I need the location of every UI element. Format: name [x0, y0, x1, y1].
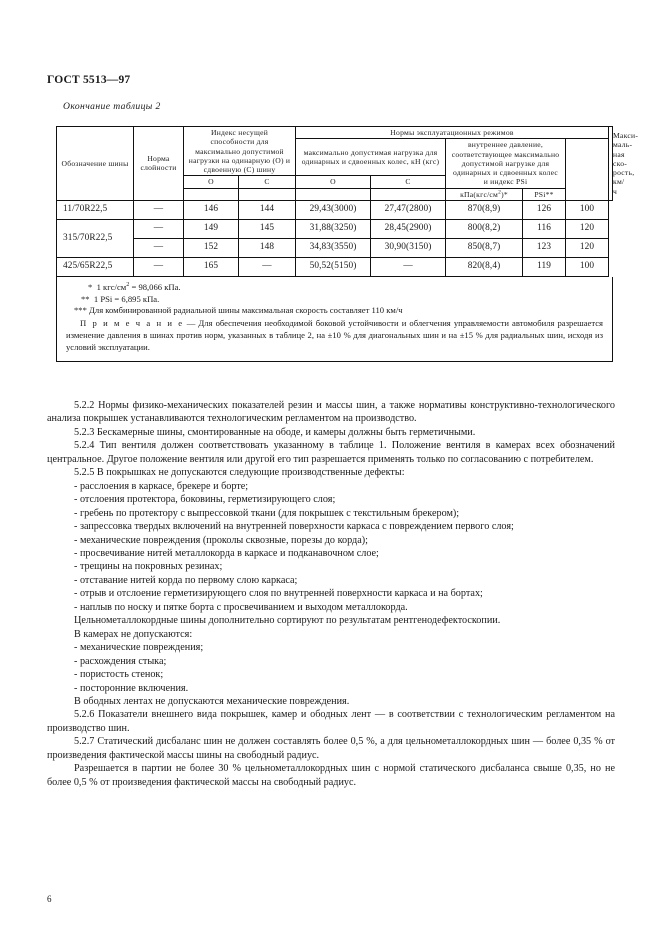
- item-prosvechivanie: - просвечивание нитей металлокорда в каркасе и подканавочном слое;: [74, 547, 379, 559]
- footnote-2: ** 1 PSi = 6,895 кПа.: [81, 293, 160, 304]
- cell-load-o: 34,83(3550): [296, 238, 371, 257]
- cell-pressure-kpa: 800(8,2): [446, 219, 523, 238]
- p-v-kamerah: В камерах не допускаются:: [74, 628, 193, 640]
- col-header-pressure-psi: PSi**: [523, 188, 566, 200]
- col-header-load-o: О: [296, 176, 371, 188]
- item-greben: - гребень по протектору с выпрессовкой ткани (для покрышек с текстильным брекером);: [74, 507, 460, 519]
- col-header-load-o-spacer: [296, 188, 371, 200]
- col-header-pressure-group: внутреннее давление, соответствующее максимально допустимой нагрузке для одинарных и сдвоенных колес и индекс PSi: [446, 139, 566, 188]
- cell-index-o: 152: [184, 238, 239, 257]
- p-5-2-7: 5.2.7 Статический дисбаланс шин не должен составлять более 0,5 %, а для цельнометаллокордных шин — более 0,35 % от произведения фактической массы шины на свободный радиус.: [47, 736, 615, 761]
- p-5-2-3: 5.2.3 Бескамерные шины, смонтированные на ободе, и камеры должны быть герметичными.: [74, 426, 476, 438]
- p-5-2-4: 5.2.4 Тип вентиля должен соответствовать указанному в таблице 1. Положение вентиля в камерах всех обозначений центральное. Другое положение вентиля или другой его тип разрешается применять только по согласованию с потребителем.: [47, 440, 615, 465]
- item-kam-poristost: - пористость стенок;: [74, 669, 164, 681]
- item-rassloeniya: - расслоения в каркасе, брекере и борте;: [74, 480, 249, 492]
- table-body: [57, 200, 613, 276]
- col-header-max-speed: Максимальная скорость, км/ч: [609, 127, 613, 201]
- standard-title: ГОСТ 5513—97: [47, 74, 131, 86]
- col-header-max-load-group: максимально допустимая нагрузка для одинарных и сдвоенных колес, кН (кгс): [296, 139, 446, 176]
- col-header-index-o: О: [184, 176, 239, 188]
- cell-index-c: 148: [239, 238, 296, 257]
- p-razreshaetsya: Разрешается в партии не более 30 % цельнометаллокордных шин с нормой статического дисбаланса свыше 0,35, но не более 0,5 % от произведения фактической массы на свободный радиус.: [47, 763, 615, 788]
- cell-max-speed: 120: [566, 219, 609, 238]
- header-row-1: [57, 127, 613, 139]
- cell-load-o: 50,52(5150): [296, 257, 371, 276]
- cell-ply-rating: —: [134, 219, 184, 238]
- cell-load-o: 31,88(3250): [296, 219, 371, 238]
- footnote-1-superscript: 2: [126, 280, 130, 288]
- table-row: [57, 219, 613, 238]
- cell-index-c: 145: [239, 219, 296, 238]
- col-header-operating-norms-group: Нормы эксплуатационных режимов: [296, 127, 609, 139]
- item-otsloeniya: - отслоения протектора, боковины, герметизирующего слоя;: [74, 494, 336, 506]
- page-number: 6: [47, 894, 52, 904]
- cell-max-speed: 100: [566, 200, 609, 219]
- cell-load-c: 30,90(3150): [371, 238, 446, 257]
- cell-max-speed: 100: [566, 257, 609, 276]
- footnote-3: *** Для комбинированной радиальной шины максимальная скорость составляет 110 км/ч: [74, 305, 403, 316]
- spec-table-wrapper: [56, 126, 638, 362]
- table-row: [57, 238, 613, 257]
- cell-designation: 315/70R22,5: [57, 219, 134, 257]
- table-row: [57, 257, 613, 276]
- col-header-index-c: С: [239, 176, 296, 188]
- cell-pressure-kpa: 850(8,7): [446, 238, 523, 257]
- footnote-1: * 1 кгс/$см^2 = 98,066$ кПа.: [88, 280, 181, 292]
- item-kam-mehanicheskie: - механические повреждения;: [74, 642, 204, 654]
- cell-pressure-kpa: 820(8,4): [446, 257, 523, 276]
- cell-pressure-psi: 119: [523, 257, 566, 276]
- p-celnometall: Цельнометаллокордные шины дополнительно сортируют по результатам рентгенодефектоскопии.: [74, 615, 501, 627]
- cell-ply-rating: —: [134, 238, 184, 257]
- table-row: [57, 200, 613, 219]
- p-5-2-2: 5.2.2 Нормы физико-механических показателей резин и массы шин, а также нормативы конструктивно-технологического анализа покрышек устанавливаются технологическим регламентом на производство.: [47, 400, 615, 425]
- item-otstavanie: - отставание нитей корда по первому слою каркаса;: [74, 574, 298, 586]
- cell-load-c: —: [371, 257, 446, 276]
- item-naplyv: - наплыв по носку и пятке борта с просвечиванием и выходом металлокорда.: [74, 601, 408, 613]
- cell-index-o: 146: [184, 200, 239, 219]
- cell-load-c: 27,47(2800): [371, 200, 446, 219]
- col-header-index-o-spacer: [184, 188, 239, 200]
- cell-pressure-psi: 126: [523, 200, 566, 219]
- p-obodnye-lenty: В ободных лентах не допускаются механические повреждения.: [74, 695, 350, 707]
- item-otryv: - отрыв и отслоение герметизирующего слоя по внутренней поверхности каркаса и на бортах;: [74, 588, 483, 600]
- col-header-designation: Обозначение шины: [57, 127, 134, 201]
- cell-designation: 425/65R22,5: [57, 257, 134, 276]
- item-kam-rashozhdeniya: - расхождения стыка;: [74, 655, 167, 667]
- p-5-2-5: 5.2.5 В покрышках не допускаются следующие производственные дефекты:: [74, 467, 405, 479]
- col-header-load-index-group: Индекс несущей способности для максимально допустимой нагрузки на одинарную (О) и сдвоенную (С) шину: [184, 127, 296, 176]
- item-zapressovka: - запрессовка твердых включений на внутренней поверхности каркаса с повреждением первого слоя;: [74, 521, 514, 533]
- col-header-pressure-kpa: $кПа(кгс/см^2)*$: [446, 188, 523, 200]
- cell-index-o: 165: [184, 257, 239, 276]
- cell-pressure-psi: 123: [523, 238, 566, 257]
- body-text-block: [47, 399, 615, 789]
- cell-designation: 11/70R22,5: [57, 200, 134, 219]
- cell-ply-rating: —: [134, 257, 184, 276]
- cell-pressure-kpa: 870(8,9): [446, 200, 523, 219]
- item-kam-postoronnie: - посторонние включения.: [74, 682, 189, 694]
- cell-ply-rating: —: [134, 200, 184, 219]
- cell-index-o: 149: [184, 219, 239, 238]
- col-header-index-c-spacer: [239, 188, 296, 200]
- p-5-2-6: 5.2.6 Показатели внешнего вида покрышек, камер и ободных лент — в соответствии с технологическим регламентом на производство шин.: [47, 709, 615, 734]
- table-note: П р и м е ч а н и е — Для обеспечения необходимой боковой устойчивости и облегчения управляемости автомобиля разрешается изменение давления в шинах против норм, указанных в таблице 2, на ±10 % для диагональных шин и на ±15 % для радиальных шин, исходя из условий эксплуатации.: [66, 318, 604, 353]
- pressure-unit-superscript: 2: [498, 188, 502, 195]
- cell-index-c: 144: [239, 200, 296, 219]
- table-footnotes: [56, 277, 613, 362]
- cell-load-o: 29,43(3000): [296, 200, 371, 219]
- item-treshiny: - трещины на покровных резинах;: [74, 561, 223, 573]
- col-header-ply-rating: Норма слойности: [134, 127, 184, 201]
- cell-index-c: —: [239, 257, 296, 276]
- item-mehanicheskie: - механические повреждения (проколы сквозные, порезы до корда);: [74, 534, 368, 546]
- table-caption: Окончание таблицы 2: [63, 101, 161, 112]
- col-header-load-c-spacer: [371, 188, 446, 200]
- table-head: [57, 127, 638, 201]
- tire-specification-table: [56, 126, 638, 277]
- cell-max-speed: 120: [566, 238, 609, 257]
- cell-pressure-psi: 116: [523, 219, 566, 238]
- col-header-load-c: С: [371, 176, 446, 188]
- cell-load-c: 28,45(2900): [371, 219, 446, 238]
